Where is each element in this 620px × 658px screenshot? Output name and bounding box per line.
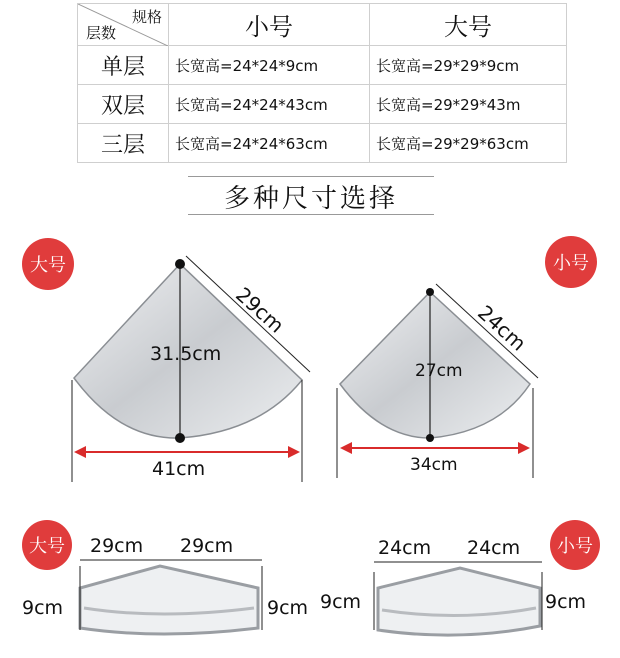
- large-basket: [80, 566, 258, 634]
- col-header-small: 小号: [169, 4, 370, 46]
- small-basket-side-b: 24cm: [467, 537, 521, 559]
- col-header-large: 大号: [370, 4, 567, 46]
- large-basket-side-b: 29cm: [180, 535, 234, 557]
- large-basket-side-a: 29cm: [90, 535, 144, 557]
- small-basket-height-right: 9cm: [545, 591, 587, 613]
- large-basket-height-left: 9cm: [22, 597, 64, 619]
- small-basket-side-a: 24cm: [378, 537, 432, 559]
- large-height-label: 31.5cm: [150, 343, 222, 365]
- cell-double-large: 长宽高=29*29*43m: [370, 85, 567, 124]
- cell-double-small: 长宽高=24*24*43cm: [169, 85, 370, 124]
- badge-large-bottom: 大号: [22, 520, 72, 570]
- small-width-label: 34cm: [410, 455, 458, 475]
- cell-triple-small: 长宽高=24*24*63cm: [169, 124, 370, 163]
- small-basket-height-left: 9cm: [320, 591, 362, 613]
- small-side-label: 24cm: [473, 300, 531, 356]
- small-height-label: 27cm: [415, 361, 463, 381]
- corner-label-spec: 规格: [131, 8, 162, 26]
- badge-large-top: 大号: [22, 238, 74, 290]
- cell-single-small: 长宽高=24*24*9cm: [169, 46, 370, 85]
- row-label-single: 单层: [78, 46, 169, 85]
- large-width-label: 41cm: [152, 458, 206, 480]
- badge-small-bottom: 小号: [550, 520, 600, 570]
- row-label-double: 双层: [78, 85, 169, 124]
- section-heading: 多种尺寸选择: [223, 184, 398, 214]
- cell-triple-large: 长宽高=29*29*63cm: [370, 124, 567, 163]
- row-label-triple: 三层: [78, 124, 169, 163]
- small-basket: [378, 568, 540, 635]
- corner-label-layers: 层数: [86, 24, 117, 42]
- large-basket-height-right: 9cm: [267, 597, 309, 619]
- large-side-label: 29cm: [231, 282, 289, 338]
- badge-small-top: 小号: [545, 236, 597, 288]
- cell-single-large: 长宽高=29*29*9cm: [370, 46, 567, 85]
